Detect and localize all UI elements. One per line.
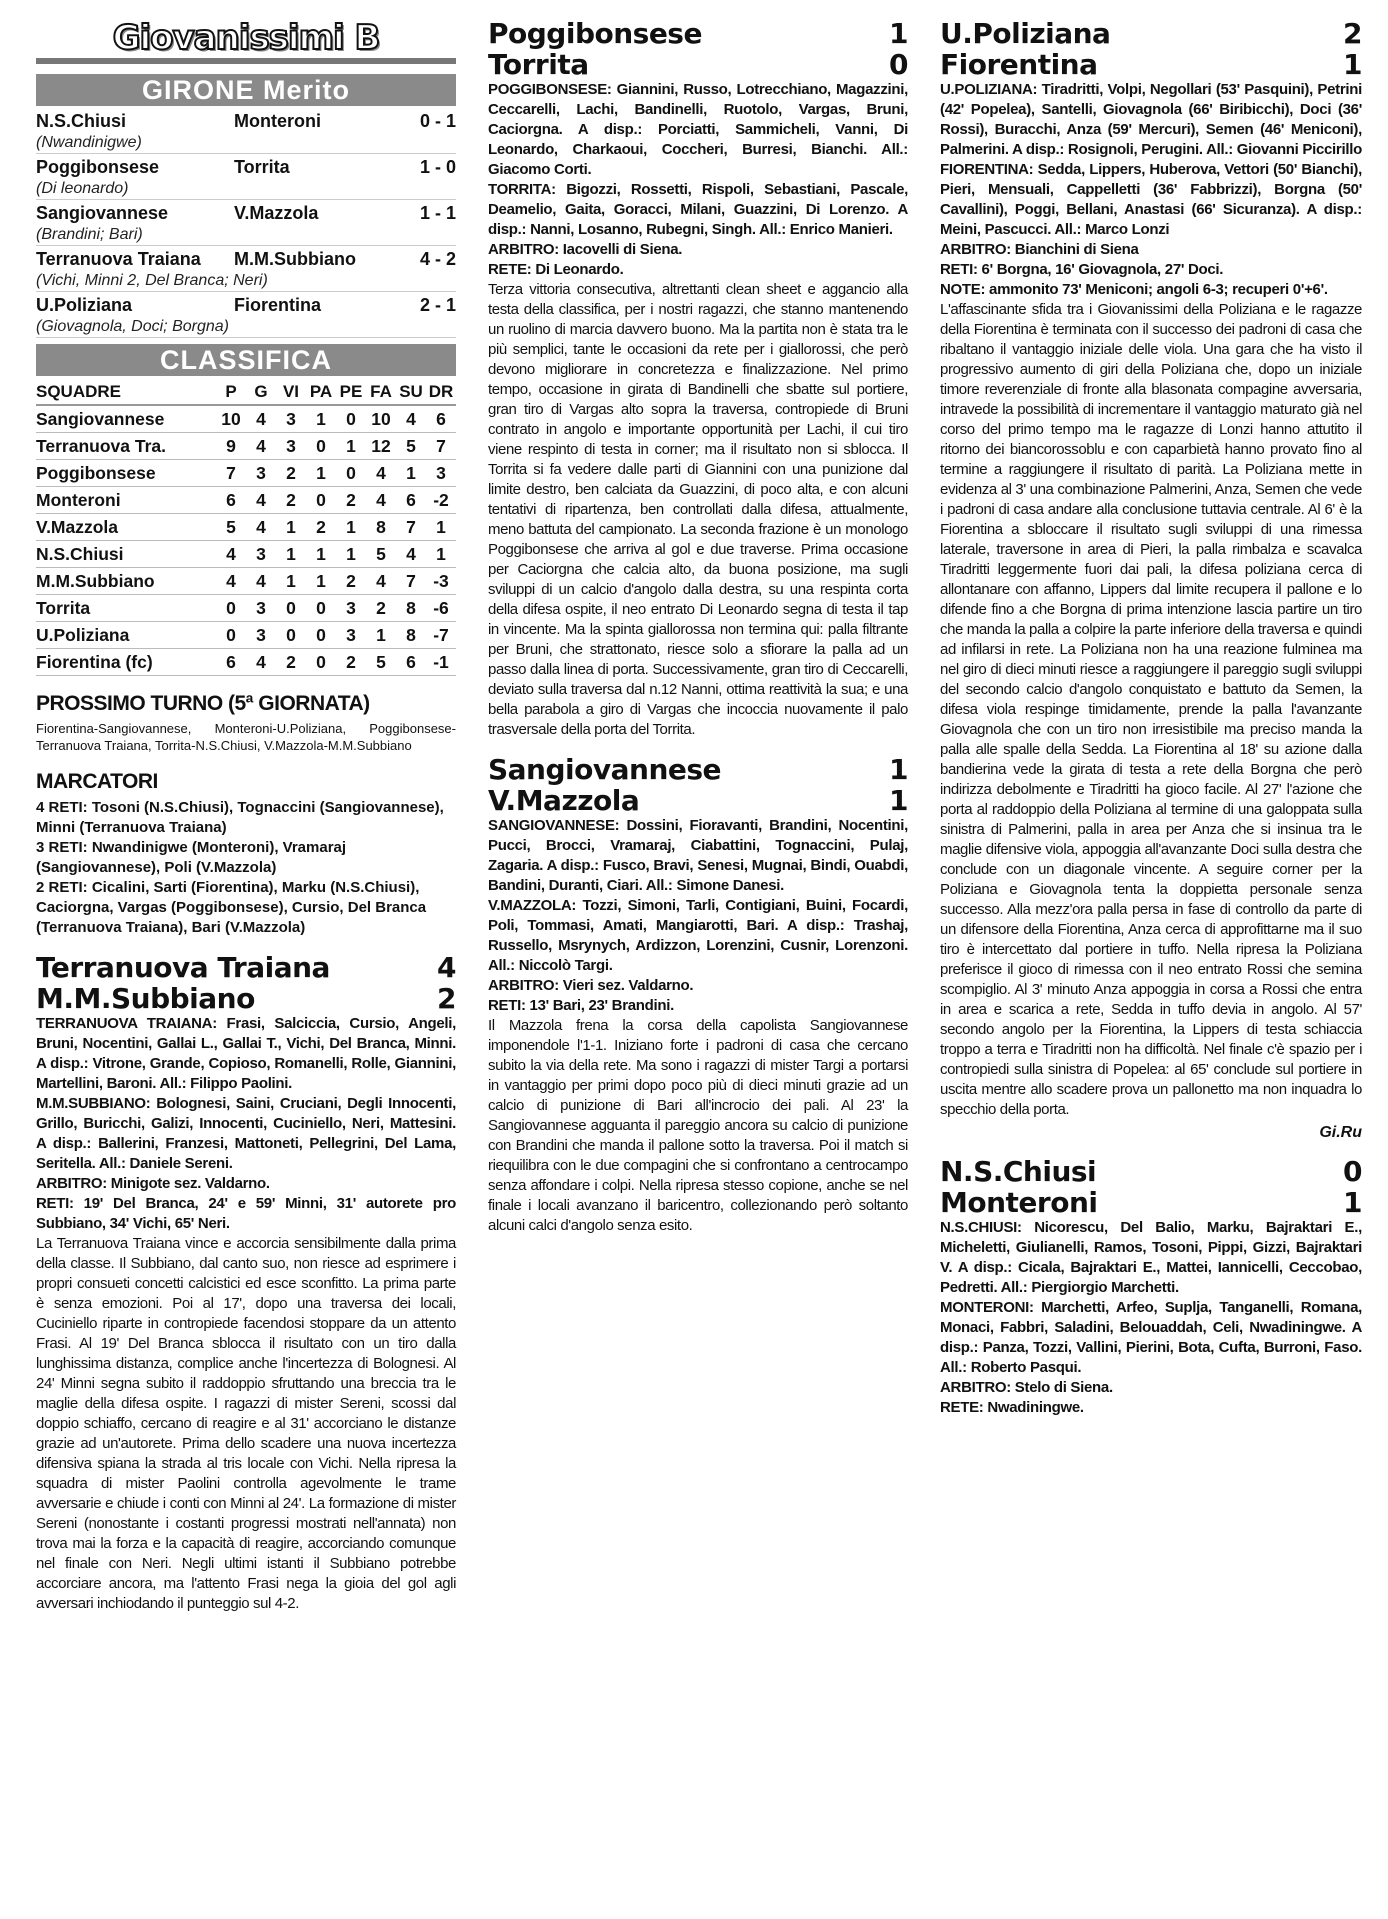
stat-cell: 7 xyxy=(216,460,246,487)
standings-col-header: FA xyxy=(366,380,396,405)
results-list xyxy=(36,110,456,338)
team-name: V.Mazzola xyxy=(36,514,216,541)
table-row xyxy=(36,568,456,595)
away-team: V.Mazzola xyxy=(234,203,319,223)
stat-cell: 7 xyxy=(396,514,426,541)
match-report: L'affascinante sfida tra i Giovanissimi della Poliziana e le ragazze della Fiorentina è terminata con il successo dei padroni di casa che ribaltano il vantaggio iniziale delle viola. Una gara che ha visto il progressivo aumento di giri della Poliziana che, dopo un iniziale timore reverenziale di fronte alla blasonata compagine avversaria, intravede la possibilità di incrementare il vantaggio maturato già nel corso del primo tempo ma le ragazze di Lonzi hanno attutito il ritorno dei biancorossoblu e con caparbietà hanno provato fino al termine a raggiungere il risultato di parità. La Poliziana mette in evidenza al 3' una combinazione Palmerini, Anza, Semen che vede i padroni di casa andare alla conclusione tuttavia centrale. Al 6' è la Fiorentina a sbloccare il risultato sugli sviluppi di una rimessa laterale, traversone in area di Pieri, la palla rimbalza e scavalca Tiradritti leggermente fuori dai pali, la difesa poliziana cerca di allontanare con affanno, Lippers dal limite recupera il pallone e lo difende fino a che Borgna di prima intenzione lascia partire un tiro che manda la palla a colpire la parte inferiore della traversa e quindi ad infilarsi in rete. La Poliziana non ha una reazione fulminea ma nel giro di dieci minuti riesce a raggiungere il pareggio sugli sviluppi del secondo calcio d'angolo conquistato e battuto da Semen, la difesa viola respinge timidamente, prende la palla l'avanzante Giovagnola che con un tiro non irresistibile ma preciso manda la palla alle spalle della Sedda. La Fiorentina al 18' su azione dalla bandierina vede la girata di testa a rete della Borgna che però indirizza debolmente e Tiradritti ha gioco facile. Al 27' l'azione che porta al raddoppio della Poliziana al termine di una galoppata sulla sinistra di Palmerini, palla in area per Anza che si insinua tra le maglie difensive viola, appoggia all'avanzante Doci sulla destra che conclude con un diagonale vincente. A seguire corner per la Poliziana e Giovagnola tenta la doppietta personale senza successo. Alla mezz'ora palla persa in fase di controllo da parte di un difensore della Fiorentina, Anza cerca di approfittarne ma il suo tiro è intercettato dal portiere in tuffo. Nella ripresa la Poliziana preferisce il gioco di rimessa con il neo entrato Rossi che semina scompiglio. Al 3' minuto Anza appoggia in corsa a Rossi che entra in area e scarica a rete, Sedda in tuffo devia in angolo. Al 57' secondo angolo per la Fiorentina, la Lippers di testa schiaccia troppo a terra e Tiradritti non ha difficoltà. Nel finale c'è spazio per i contropiedi sulla sinistra di Popelea: al 65' conclude sul portiere in uscita mentre allo scadere prova un pallonetto ma non inquadra lo specchio della porta. xyxy=(940,301,1362,1118)
lineup: TERRANUOVA TRAIANA: Frasi, Salciccia, Cursio, Angeli, Bruni, Nocentini, Gallai L., Gallai T., Vichi, Del Branca, Minni. A disp.: Vitrone, Grande, Copioso, Romanelli, Rolle, Giannini, Martellini, Baroni. All.: Filippo Paolini. xyxy=(36,1015,456,1092)
team-name: Torrita xyxy=(36,595,216,622)
away-team: V.Mazzola xyxy=(488,784,640,817)
stat-cell: 1 xyxy=(306,568,336,595)
stat-cell: -1 xyxy=(426,649,456,676)
match-header-terranuova xyxy=(36,952,456,1014)
goals: RETE: Nwadiningwe. xyxy=(940,1399,1084,1416)
home-team: Sangiovannese xyxy=(488,753,722,786)
stat-cell: 1 xyxy=(306,541,336,568)
standings-col-header: DR xyxy=(426,380,456,405)
away-team: Fiorentina xyxy=(234,295,322,315)
stat-cell: 0 xyxy=(306,649,336,676)
table-row xyxy=(36,514,456,541)
result-score: 1 - 1 xyxy=(419,203,456,223)
standings-col-header: VI xyxy=(276,380,306,405)
team-name: M.M.Subbiano xyxy=(36,568,216,595)
stat-cell: 10 xyxy=(366,405,396,433)
scorers-line: 4 RETI: Tosoni (N.S.Chiusi), Tognaccini (Sangiovannese), Minni (Terranuova Traiana) xyxy=(36,799,444,836)
standings-table xyxy=(36,380,456,676)
stat-cell: -7 xyxy=(426,622,456,649)
away-team: Fiorentina xyxy=(940,48,1098,81)
stat-cell: 4 xyxy=(396,541,426,568)
stat-cell: 5 xyxy=(216,514,246,541)
lineup: TORRITA: Bigozzi, Rossetti, Rispoli, Sebastiani, Pascale, Deamelio, Gaita, Goracci, Milani, Guazzini, Di Lorenzo. A disp.: Nanni, Losanno, Rubegni, Singh. All.: Enrico Manieri. xyxy=(488,181,908,238)
stat-cell: 2 xyxy=(276,460,306,487)
lineup: M.M.SUBBIANO: Bolognesi, Saini, Cruciani, Degli Innocenti, Grillo, Buricchi, Galizi, Innocenti, Cuciniello, Neri, Mattesini. A disp.: Ballerini, Franzesi, Mattoneti, Pellegrini, Del Lama, Seritella. All.: Daniele Sereni. xyxy=(36,1095,456,1172)
away-team: M.M.Subbiano xyxy=(36,982,255,1015)
goals: RETI: 6' Borgna, 16' Giovagnola, 27' Doci. xyxy=(940,261,1224,278)
stat-cell: 0 xyxy=(306,595,336,622)
column-right xyxy=(940,18,1362,1418)
table-row xyxy=(36,622,456,649)
away-score: 0 xyxy=(889,48,908,81)
home-team: Sangiovannese xyxy=(36,203,169,223)
stat-cell: 8 xyxy=(396,595,426,622)
table-row xyxy=(36,433,456,460)
team-name: Monteroni xyxy=(36,487,216,514)
stat-cell: 4 xyxy=(246,405,276,433)
match-report: La Terranuova Traiana vince e accorcia sensibilmente dalla prima della classe. Il Subbiano, dal canto suo, non riesce ad esprimere i propri consueti concetti calcistici ed esce sconfitto. La prima parte è senza emozioni. Poi al 17', dopo una traversa dei locali, Cuciniello riparte in contropiede facendosi stoppare da un attento Frasi. Al 19' Del Branca sblocca il risultato con un tiro dalla lunghissima distanza, complice anche l'incertezza di Bolognesi. Al 24' Minni segna subito il raddoppio sfruttando una breccia tra le maglie della difesa ospite. I ragazzi di mister Sereni, scossi dal doppio schiaffo, cercano di reagire e al 31' accorciano le distanze grazie ad un'autorete. Prima dello scadere una nuova incertezza difensiva spiana la strada al tris locale con Vichi. Nella ripresa la squadra di mister Paolini controlla agevolmente le trame avversarie e chiude i conti con Minni al 24'. La formazione di mister Sereni (nonostante i costanti progressi mostrati nell'annata) non trova mai la forza e la capacità di reagire, accorciando comunque nel finale con Neri. Negli ultimi istanti il Subbiano potrebbe accorciare ancora, ma l'attento Frasi nega la gioia del gol agli avversari inchiodando il punteggio sul 4-2. xyxy=(36,1235,456,1612)
stat-cell: 1 xyxy=(306,460,336,487)
match-header-poggibonsese xyxy=(488,18,908,80)
stat-cell: 0 xyxy=(276,595,306,622)
standings-col-header: SQUADRE xyxy=(36,380,216,405)
referee: ARBITRO: Stelo di Siena. xyxy=(940,1379,1113,1396)
team-name: N.S.Chiusi xyxy=(36,541,216,568)
stat-cell: 2 xyxy=(366,595,396,622)
home-score: 2 xyxy=(1343,17,1362,50)
standings-body xyxy=(36,405,456,676)
stat-cell: 0 xyxy=(216,595,246,622)
stat-cell: 0 xyxy=(306,487,336,514)
stat-cell: 4 xyxy=(216,541,246,568)
result-scorers: (Giovagnola, Doci; Borgna) xyxy=(36,317,456,338)
stat-cell: 4 xyxy=(246,568,276,595)
home-score: 1 xyxy=(889,17,908,50)
standings-col-header: PE xyxy=(336,380,366,405)
stat-cell: 2 xyxy=(336,487,366,514)
stat-cell: 6 xyxy=(216,487,246,514)
home-team: U.Poliziana xyxy=(36,295,133,315)
stat-cell: 5 xyxy=(366,649,396,676)
stat-cell: 1 xyxy=(276,568,306,595)
goals: RETI: 13' Bari, 23' Brandini. xyxy=(488,997,674,1014)
stat-cell: 4 xyxy=(366,568,396,595)
result-row xyxy=(36,294,456,317)
result-scorers: (Di leonardo) xyxy=(36,179,456,200)
classifica-band: CLASSIFICA xyxy=(36,344,456,376)
lineup: U.POLIZIANA: Tiradritti, Volpi, Negollari (53' Pasquini), Petrini (42' Popelea), Santelli, Giovagnola (66' Biribicchi), Doci (36' Rossi), Buracchi, Anza (59' Mercuri), Semen (46' Meniconi), Palmerini. A disp.: Rosignoli, Perugini. All.: Giovanni Piccirillo xyxy=(940,81,1362,158)
stat-cell: 2 xyxy=(336,568,366,595)
result-row xyxy=(36,156,456,179)
result-row xyxy=(36,248,456,271)
away-team: Monteroni xyxy=(234,111,321,131)
stat-cell: 3 xyxy=(276,405,306,433)
stat-cell: 1 xyxy=(276,541,306,568)
stat-cell: 1 xyxy=(306,405,336,433)
team-name: U.Poliziana xyxy=(36,622,216,649)
table-row xyxy=(36,541,456,568)
stat-cell: 5 xyxy=(396,433,426,460)
column-middle xyxy=(488,18,908,1236)
stat-cell: 10 xyxy=(216,405,246,433)
stat-cell: 3 xyxy=(426,460,456,487)
stat-cell: 3 xyxy=(246,460,276,487)
goals: RETI: 19' Del Branca, 24' e 59' Minni, 31' autorete pro Subbiano, 34' Vichi, 65' Neri. xyxy=(36,1195,456,1232)
table-row xyxy=(36,460,456,487)
notes: NOTE: ammonito 73' Meniconi; angoli 6-3; recuperi 0'+6'. xyxy=(940,281,1328,298)
result-row xyxy=(36,202,456,225)
away-team: Torrita xyxy=(488,48,589,81)
stat-cell: 0 xyxy=(336,405,366,433)
standings-col-header: G xyxy=(246,380,276,405)
referee: ARBITRO: Bianchini di Siena xyxy=(940,241,1139,258)
stat-cell: 4 xyxy=(366,460,396,487)
goals: RETE: Di Leonardo. xyxy=(488,261,624,278)
home-score: 1 xyxy=(889,753,908,786)
match-header-poliziana xyxy=(940,18,1362,80)
home-team: U.Poliziana xyxy=(940,17,1111,50)
page-title: Giovanissimi B xyxy=(36,18,456,64)
home-score: 0 xyxy=(1343,1155,1362,1188)
stat-cell: 3 xyxy=(246,595,276,622)
home-team: Terranuova Traiana xyxy=(36,951,330,984)
home-score: 4 xyxy=(437,951,456,984)
stat-cell: -6 xyxy=(426,595,456,622)
stat-cell: 3 xyxy=(246,622,276,649)
away-team: Torrita xyxy=(234,157,290,177)
standings-col-header: SU xyxy=(396,380,426,405)
stat-cell: -2 xyxy=(426,487,456,514)
team-name: Poggibonsese xyxy=(36,460,216,487)
author-signature: Gi.Ru xyxy=(1319,1124,1362,1141)
result-scorers: (Brandini; Bari) xyxy=(36,225,456,246)
referee: ARBITRO: Minigote sez. Valdarno. xyxy=(36,1175,270,1192)
away-score: 2 xyxy=(437,982,456,1015)
stat-cell: 0 xyxy=(276,622,306,649)
table-row xyxy=(36,487,456,514)
stat-cell: 4 xyxy=(366,487,396,514)
result-score: 0 - 1 xyxy=(419,111,456,131)
away-score: 1 xyxy=(1343,1186,1362,1219)
stat-cell: 0 xyxy=(306,433,336,460)
home-team: N.S.Chiusi xyxy=(940,1155,1097,1188)
away-team: M.M.Subbiano xyxy=(234,249,356,269)
standings-col-header: P xyxy=(216,380,246,405)
stat-cell: 12 xyxy=(366,433,396,460)
result-score: 1 - 0 xyxy=(419,157,456,177)
home-team: N.S.Chiusi xyxy=(36,111,127,131)
table-row xyxy=(36,595,456,622)
team-name: Sangiovannese xyxy=(36,405,216,433)
scorers-line: 2 RETI: Cicalini, Sarti (Fiorentina), Marku (N.S.Chiusi), Caciorgna, Vargas (Poggibonsese), Cursio, Del Branca (Terranuova Traiana), Bari (V.Mazzola) xyxy=(36,879,427,936)
match-header-chiusi xyxy=(940,1156,1362,1218)
table-row xyxy=(36,649,456,676)
home-team: Terranuova Traiana xyxy=(36,249,201,269)
standings-header xyxy=(36,380,456,405)
stat-cell: 2 xyxy=(276,649,306,676)
lineup: SANGIOVANNESE: Dossini, Fioravanti, Brandini, Nocentini, Pucci, Brocci, Vramaraj, Ciabattini, Tognaccini, Pulaj, Zagaria. A disp.: Fusco, Bravi, Senesi, Mugnai, Bindi, Ouabdi, Bandini, Duranti, Ciari. All.: Simone Danesi. xyxy=(488,817,908,894)
stat-cell: 1 xyxy=(336,541,366,568)
scorers-title: MARCATORI xyxy=(36,770,158,793)
stat-cell: 9 xyxy=(216,433,246,460)
lineup: V.MAZZOLA: Tozzi, Simoni, Tarli, Contigiani, Buini, Focardi, Poli, Tommasi, Amati, Mangiarotti, Bari. A disp.: Trashaj, Russello, Msrynych, Ardizzon, Lorenzini, Cusnir, Lorenzoni. All.: Niccolò Targi. xyxy=(488,897,908,974)
lineup: POGGIBONSESE: Giannini, Russo, Lotrecchiano, Magazzini, Ceccarelli, Lachi, Bandinelli, Ruotolo, Vargas, Bruni, Caciorgna. A disp.: Porciatti, Sammicheli, Vanni, Di Leonardo, Charkaoui, Coccheri, Burresi, Bianchi. All.: Giacomo Corti. xyxy=(488,81,908,178)
referee: ARBITRO: Iacovelli di Siena. xyxy=(488,241,683,258)
stat-cell: 1 xyxy=(426,541,456,568)
stat-cell: 1 xyxy=(276,514,306,541)
stat-cell: 6 xyxy=(216,649,246,676)
stat-cell: 1 xyxy=(336,433,366,460)
stat-cell: 7 xyxy=(396,568,426,595)
lineup: MONTERONI: Marchetti, Arfeo, Suplja, Tanganelli, Romana, Monaci, Fabbri, Saladini, Belouaddah, Celi, Nwadiningwe. A disp.: Panza, Tozzi, Vallini, Pierini, Bota, Cufta, Burroni, Faso. All.: Roberto Pasqui. xyxy=(940,1299,1362,1376)
match-report: Terza vittoria consecutiva, altrettanti clean sheet e aggancio alla testa della classifica, per i nostri ragazzi, che stanno mantenendo un ruolino di marcia davvero buono. Ma la partita non è stata tra le più semplici, tante le occasioni da rete per i giallorossi, che però devono migliorare in concretezza e finalizzazione. Nel primo tempo, occasione in girata di Bandinelli che sbatte sul portiere, gran tiro di Vargas alto sopra la traversa, contropiede di Bruni contrato in angolo e importante opportunità per Lachi, il cui tiro viene respinto di testa in corner; ma il risultato non si sblocca. Il Torrita si fa vedere dalle parti di Giannini con una punizione dal limite destro, ben calciata da Guazzini, di poco alta, e con alcuni tentativi di ripartenza, ben controllati dalla difesa, attualmente, meno battuta del campionato. La seconda frazione è un monologo Poggibonsese che arriva al gol e due traverse. Prima occasione per Caciorgna che calcia alto, da buona posizione, ma sugli sviluppi di un calcio d'angolo dalla destra, su una respinta corta della difesa ospite, il neo entrato Di Leonardo segna di testa il tap in vincente. Ma la spinta giallorossa non termina qui: palla filtrante per Bruni, che strattonato, riesce solo a sfiorare la palla ad un passo dalla linea di porta. Successivamente, gran tiro di Ceccarelli, deviato sulla traversa dal n.12 Nanni, ottima reattività la sua; e una bella parabola a giro di Vargas che incoccia nuovamente il palo trasversale della porta del Torrita. xyxy=(488,281,908,738)
stat-cell: 4 xyxy=(246,487,276,514)
home-team: Poggibonsese xyxy=(36,157,160,177)
lineup: FIORENTINA: Sedda, Lippers, Huberova, Vettori (50' Bianchi), Pieri, Mensuali, Cappelletti (36' Fabbrizzi), Borgna (50' Cavallini), Poggi, Bellani, Anastasi (66' Sicuranza). A disp.: Meini, Pascucci. All.: Marco Lonzi xyxy=(940,161,1362,238)
result-score: 4 - 2 xyxy=(419,249,456,269)
match-report: Il Mazzola frena la corsa della capolista Sangiovannese imponendole l'1-1. Iniziano forte i padroni di casa che cercano subito la via della rete. Ma sono i ragazzi di mister Targi a portarsi in vantaggio per primi dopo poco più di dieci minuti grazie ad un calcio di punizione di Bari all'incrocio dei pali. Al 23' la Sangiovannese agguanta il pareggio ancora su calcio di punizione con Brandini che manda il pallone sotto la traversa. Poi il match si riequilibra con le due compagini che si confrontano a centrocampo senza affondare i colpi. Nella ripresa stesso copione, anche se nel finale i locali avanzano il baricentro, collezionando però soltanto alcuni calci d'angolo senza esito. xyxy=(488,1017,908,1234)
stat-cell: 7 xyxy=(426,433,456,460)
stat-cell: 0 xyxy=(336,460,366,487)
stat-cell: 2 xyxy=(306,514,336,541)
result-row xyxy=(36,110,456,133)
away-team: Monteroni xyxy=(940,1186,1098,1219)
away-score: 1 xyxy=(1343,48,1362,81)
stat-cell: -3 xyxy=(426,568,456,595)
stat-cell: 6 xyxy=(396,487,426,514)
stat-cell: 2 xyxy=(276,487,306,514)
result-score: 2 - 1 xyxy=(419,295,456,315)
result-scorers: (Vichi, Minni 2, Del Branca; Neri) xyxy=(36,271,456,292)
standings-col-header: PA xyxy=(306,380,336,405)
stat-cell: 4 xyxy=(216,568,246,595)
stat-cell: 6 xyxy=(396,649,426,676)
stat-cell: 1 xyxy=(366,622,396,649)
stat-cell: 8 xyxy=(396,622,426,649)
girone-band: GIRONE Merito xyxy=(36,74,456,106)
stat-cell: 0 xyxy=(306,622,336,649)
lineup: N.S.CHIUSI: Nicorescu, Del Balio, Marku, Bajraktari E., Micheletti, Giulianelli, Ramos, Tosoni, Pippi, Gizzi, Bajraktari V. A disp.: Cicala, Bajraktari E., Mattei, Iannicelli, Ceccobao, Pedretti. All.: Piergiorgio Marchetti. xyxy=(940,1219,1362,1296)
team-name: Fiorentina (fc) xyxy=(36,649,216,676)
away-score: 1 xyxy=(889,784,908,817)
column-left xyxy=(36,18,456,1614)
stat-cell: 2 xyxy=(336,649,366,676)
stat-cell: 0 xyxy=(216,622,246,649)
stat-cell: 6 xyxy=(426,405,456,433)
stat-cell: 5 xyxy=(366,541,396,568)
stat-cell: 4 xyxy=(246,649,276,676)
home-team: Poggibonsese xyxy=(488,17,702,50)
stat-cell: 3 xyxy=(336,595,366,622)
table-row xyxy=(36,405,456,433)
result-scorers: (Nwandinigwe) xyxy=(36,133,456,154)
stat-cell: 1 xyxy=(426,514,456,541)
referee: ARBITRO: Vieri sez. Valdarno. xyxy=(488,977,694,994)
stat-cell: 8 xyxy=(366,514,396,541)
stat-cell: 1 xyxy=(336,514,366,541)
stat-cell: 4 xyxy=(396,405,426,433)
scorers-line: 3 RETI: Nwandinigwe (Monteroni), Vramaraj (Sangiovannese), Poli (V.Mazzola) xyxy=(36,839,347,876)
stat-cell: 3 xyxy=(336,622,366,649)
stat-cell: 1 xyxy=(396,460,426,487)
stat-cell: 4 xyxy=(246,514,276,541)
match-header-sangiovannese xyxy=(488,754,908,816)
team-name: Terranuova Tra. xyxy=(36,433,216,460)
stat-cell: 4 xyxy=(246,433,276,460)
stat-cell: 3 xyxy=(246,541,276,568)
next-round-title: PROSSIMO TURNO (5ª GIORNATA) xyxy=(36,692,370,715)
next-round-text: Fiorentina-Sangiovannese, Monteroni-U.Poliziana, Poggibonsese-Terranuova Traiana, Torrita-N.S.Chiusi, V.Mazzola-M.M.Subbiano xyxy=(36,721,456,753)
stat-cell: 3 xyxy=(276,433,306,460)
